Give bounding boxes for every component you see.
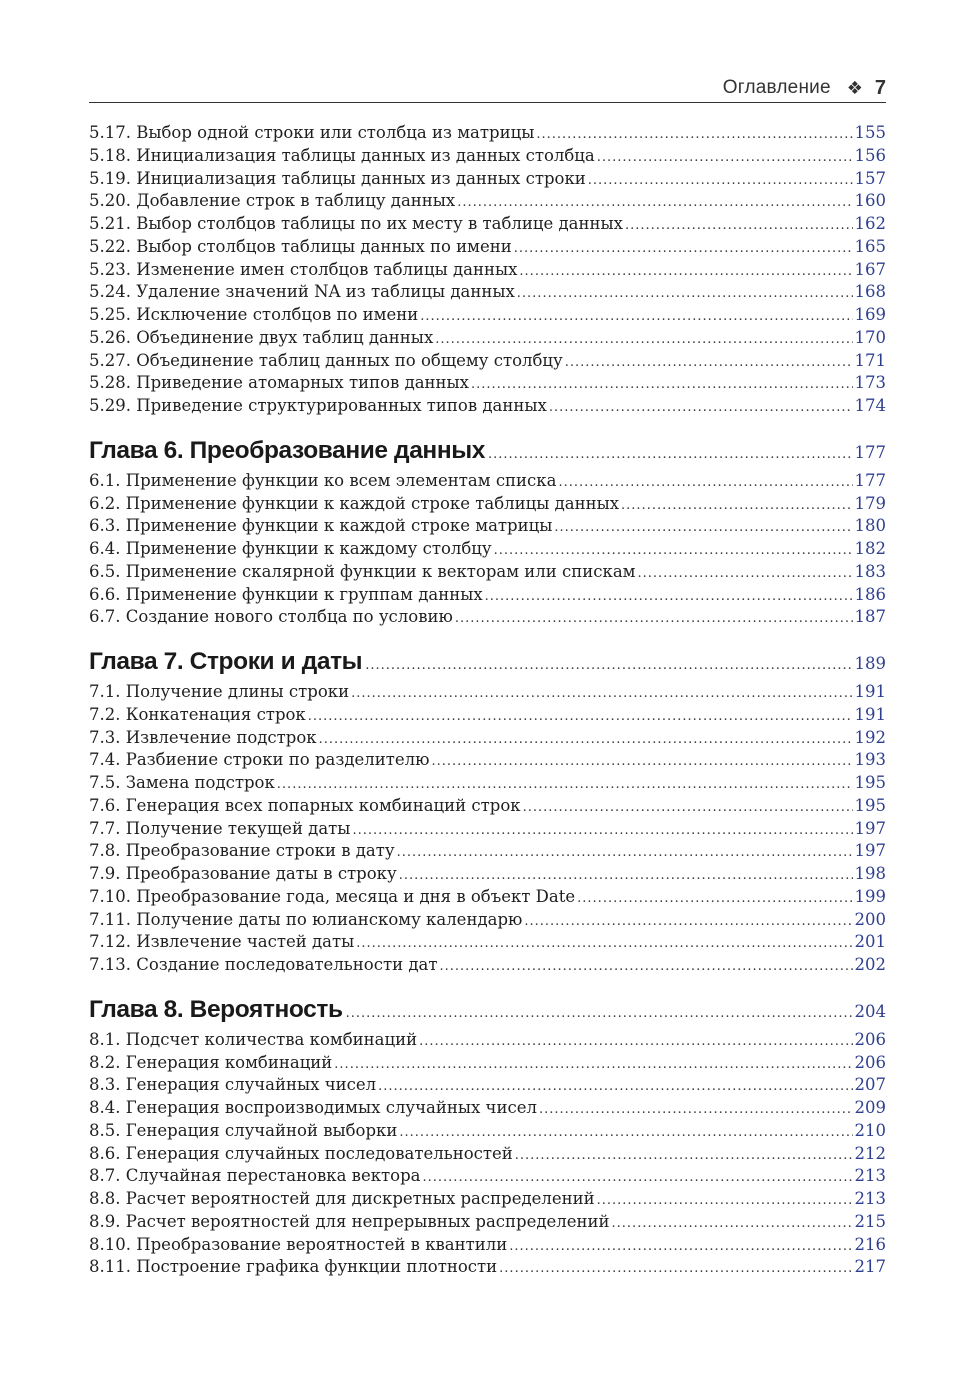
chapter-7-heading[interactable]	[89, 643, 886, 681]
toc-entry-title: 5.22. Выбор столбцов таблицы данных по имени	[89, 236, 512, 256]
dot-leader	[621, 495, 852, 518]
dot-leader	[277, 774, 853, 797]
toc-entry-page: 155	[854, 123, 886, 142]
toc-entry[interactable]	[89, 168, 886, 191]
running-header	[89, 74, 886, 103]
chapter-page: 177	[854, 442, 886, 462]
dot-leader	[514, 238, 853, 261]
toc-entry-page: 179	[854, 493, 886, 513]
toc-entry-title: 8.7. Случайная перестановка вектора	[89, 1166, 421, 1186]
dot-leader	[558, 472, 852, 495]
chapter-page: 204	[854, 1001, 886, 1021]
toc-entry-title: 6.1. Применение функции ко всем элементам списка	[89, 470, 557, 490]
toc-entry-page: 173	[854, 373, 886, 393]
toc-entry-page: 177	[854, 470, 886, 490]
toc-entry[interactable]	[89, 281, 886, 304]
toc-entry[interactable]	[89, 863, 886, 886]
dot-leader	[597, 147, 853, 170]
toc-entry-page: 156	[854, 145, 886, 165]
dot-leader	[554, 517, 852, 540]
toc-entry-page: 217	[854, 1257, 886, 1277]
toc-entry-title: 7.13. Создание последовательности дат	[89, 955, 438, 974]
toc-entry-page: 206	[854, 1052, 886, 1072]
toc-entry-page: 191	[854, 704, 886, 724]
toc-entry[interactable]	[89, 1097, 886, 1120]
ornament-icon: ❖	[846, 77, 863, 99]
toc-entry-title: 5.17. Выбор одной строки или столбца из матрицы	[89, 123, 535, 142]
toc-entry[interactable]	[89, 749, 886, 772]
toc-entry-page: 199	[854, 886, 886, 906]
dot-leader	[519, 261, 852, 284]
toc-entry-title: 5.29. Приведение структурированных типов данных	[89, 396, 547, 415]
toc-entry-page: 195	[854, 795, 886, 815]
toc-entry[interactable]	[89, 350, 886, 373]
dot-leader	[588, 170, 853, 193]
dot-leader	[565, 352, 853, 375]
dot-leader	[378, 1076, 852, 1099]
toc-entry-title: 7.6. Генерация всех попарных комбинаций строк	[89, 795, 521, 815]
toc-entry-page: 206	[854, 1029, 886, 1049]
dot-leader	[515, 1145, 853, 1168]
toc-entry-title: 8.1. Подсчет количества комбинаций	[89, 1029, 418, 1049]
toc-entry[interactable]	[89, 259, 886, 282]
toc-entry-title: 5.27. Объединение таблиц данных по общему столбцу	[89, 350, 563, 370]
toc-entry-title: 7.3. Извлечение подстрок	[89, 727, 317, 747]
toc-entry[interactable]	[89, 606, 886, 629]
toc-entry[interactable]	[89, 470, 886, 493]
toc-entry[interactable]	[89, 954, 886, 977]
toc-entry[interactable]	[89, 1165, 886, 1188]
toc-entry-page: 202	[854, 955, 886, 974]
toc-entry-title: 7.7. Получение текущей даты	[89, 818, 351, 838]
dot-leader	[351, 683, 852, 706]
toc-entry-title: 8.5. Генерация случайной выборки	[89, 1120, 398, 1140]
toc-entry-page: 197	[854, 818, 886, 838]
toc-entry-page: 170	[854, 327, 886, 347]
section-5-entries	[89, 122, 886, 418]
toc-entry[interactable]	[89, 772, 886, 795]
toc-entry-page: 209	[854, 1098, 886, 1117]
dot-leader	[597, 1190, 853, 1213]
chapter-8-entries	[89, 1029, 886, 1279]
toc-entry-page: 186	[854, 584, 886, 604]
toc-entry-title: 8.9. Расчет вероятностей для непрерывных распределений	[89, 1211, 610, 1231]
toc-entry-title: 8.6. Генерация случайных последовательностей	[89, 1143, 513, 1163]
toc-entry-title: 6.4. Применение функции к каждому столбцу	[89, 539, 492, 558]
dot-leader	[549, 397, 853, 420]
toc-entry[interactable]	[89, 213, 886, 236]
toc-entry-page: 168	[854, 282, 886, 302]
dot-leader	[494, 540, 853, 563]
toc-entry-title: 5.18. Инициализация таблицы данных из данных столбца	[89, 145, 595, 165]
toc-entry[interactable]	[89, 818, 886, 841]
dot-leader	[509, 1236, 852, 1259]
toc-entry[interactable]	[89, 1029, 886, 1052]
toc-entry-title: 6.5. Применение скалярной функции к векторам или спискам	[89, 561, 636, 581]
dot-leader	[399, 865, 853, 888]
dot-leader	[419, 1031, 852, 1054]
dot-leader	[577, 888, 852, 911]
dot-leader	[319, 729, 853, 752]
dot-leader	[346, 995, 853, 1033]
dot-leader	[420, 306, 852, 329]
toc-entry[interactable]	[89, 727, 886, 750]
toc-entry[interactable]	[89, 840, 886, 863]
chapter-title: Глава 7. Строки и даты	[89, 648, 363, 675]
toc-entry-page: 212	[854, 1143, 886, 1163]
dot-leader	[397, 842, 853, 865]
toc-entry-title: 5.19. Инициализация таблицы данных из данных строки	[89, 168, 586, 188]
toc-entry-title: 7.11. Получение даты по юлианскому календарю	[89, 909, 523, 929]
toc-entry-title: 6.3. Применение функции к каждой строке матрицы	[89, 516, 553, 536]
toc-entry-title: 8.8. Расчет вероятностей для дискретных распределений	[89, 1189, 595, 1208]
toc-entry[interactable]	[89, 561, 886, 584]
dot-leader	[432, 751, 853, 774]
toc-entry[interactable]	[89, 538, 886, 561]
dot-leader	[638, 563, 853, 586]
toc-entry[interactable]	[89, 515, 886, 538]
toc-entry-page: 195	[854, 773, 886, 792]
dot-leader	[485, 586, 853, 609]
toc-entry-title: 5.23. Изменение имен столбцов таблицы данных	[89, 259, 518, 279]
chapter-8-heading[interactable]	[89, 991, 886, 1029]
toc-entry-title: 6.6. Применение функции к группам данных	[89, 584, 483, 604]
toc-entry-title: 7.1. Получение длины строки	[89, 682, 350, 701]
toc-entry-page: 160	[854, 191, 886, 211]
dot-leader	[488, 436, 853, 474]
toc-entry[interactable]	[89, 704, 886, 727]
toc-entry-page: 213	[854, 1189, 886, 1208]
toc-entry-page: 162	[854, 214, 886, 233]
toc-entry[interactable]	[89, 1120, 886, 1143]
toc-entry-page: 201	[854, 932, 886, 952]
toc-entry[interactable]	[89, 122, 886, 145]
toc-entry-page: 169	[854, 305, 886, 324]
toc-entry-page: 193	[854, 750, 886, 770]
toc-entry[interactable]	[89, 1143, 886, 1166]
dot-leader	[439, 956, 852, 979]
toc-entry[interactable]	[89, 493, 886, 516]
toc-entry[interactable]	[89, 681, 886, 704]
dot-leader	[625, 215, 853, 238]
dot-leader	[457, 192, 852, 215]
chapter-6-entries	[89, 470, 886, 629]
toc-entry-title: 5.21. Выбор столбцов таблицы по их месту в таблице данных	[89, 214, 623, 233]
dot-leader	[435, 329, 852, 352]
toc-entry-page: 213	[854, 1166, 886, 1186]
toc-entry[interactable]	[89, 795, 886, 818]
toc-entry-title: 7.2. Конкатенация строк	[89, 704, 306, 724]
toc-entry-page: 157	[854, 168, 886, 188]
toc-entry[interactable]	[89, 1052, 886, 1075]
toc-entry[interactable]	[89, 304, 886, 327]
toc-entry-title: 5.20. Добавление строк в таблицу данных	[89, 191, 456, 211]
dot-leader	[423, 1167, 853, 1190]
dot-leader	[499, 1258, 852, 1281]
dot-leader	[471, 374, 853, 397]
toc-entry-title: 8.11. Построение графика функции плотности	[89, 1257, 498, 1277]
dot-leader	[356, 933, 852, 956]
toc-entry[interactable]	[89, 931, 886, 954]
toc-entry-title: 6.2. Применение функции к каждой строке таблицы данных	[89, 493, 620, 513]
toc-entry-title: 8.10. Преобразование вероятностей в квантили	[89, 1234, 508, 1254]
toc-entry-title: 7.8. Преобразование строки в дату	[89, 841, 395, 861]
toc-entry-page: 198	[854, 864, 886, 883]
page-number: 7	[874, 76, 886, 99]
toc-entry-title: 7.12. Извлечение частей даты	[89, 932, 355, 952]
toc-entry-page: 197	[854, 841, 886, 861]
dot-leader	[308, 706, 853, 729]
toc-entry-title: 7.10. Преобразование года, месяца и дня в объект Date	[89, 886, 576, 906]
toc-entry[interactable]	[89, 236, 886, 259]
running-header-title: Оглавление	[722, 77, 831, 98]
toc-entry-page: 215	[854, 1211, 886, 1231]
dot-leader	[365, 647, 852, 685]
toc-entry-page: 187	[854, 607, 886, 627]
toc-entry-title: 6.7. Создание нового столбца по условию	[89, 607, 453, 627]
chapter-page: 189	[854, 654, 886, 673]
chapter-7-entries	[89, 681, 886, 977]
toc-entry[interactable]	[89, 1256, 886, 1279]
dot-leader	[539, 1099, 853, 1122]
dot-leader	[612, 1213, 853, 1236]
dot-leader	[455, 608, 853, 631]
toc-entry[interactable]	[89, 372, 886, 395]
toc-entry[interactable]	[89, 1234, 886, 1257]
dot-leader	[334, 1054, 852, 1077]
toc-entry-page: 182	[854, 539, 886, 558]
toc-entry-page: 191	[854, 682, 886, 701]
toc-entry[interactable]	[89, 584, 886, 607]
toc-entry-page: 210	[854, 1120, 886, 1140]
chapter-title: Глава 8. Вероятность	[89, 995, 343, 1023]
dot-leader	[517, 283, 853, 306]
toc-entry[interactable]	[89, 886, 886, 909]
toc-entry-page: 171	[854, 350, 886, 370]
dot-leader	[399, 1122, 852, 1145]
toc-entry-title: 5.25. Исключение столбцов по имени	[89, 305, 419, 324]
toc-entry-page: 165	[854, 236, 886, 256]
toc-entry[interactable]	[89, 145, 886, 168]
toc-entry-page: 200	[854, 909, 886, 929]
toc-entry[interactable]	[89, 909, 886, 932]
toc-entry-page: 183	[854, 561, 886, 581]
toc-entry-title: 7.5. Замена подстрок	[89, 773, 275, 792]
toc-entry[interactable]	[89, 190, 886, 213]
toc-entry-title: 8.4. Генерация воспроизводимых случайных чисел	[89, 1098, 537, 1117]
toc-entry[interactable]	[89, 1188, 886, 1211]
toc-entry-title: 5.24. Удаление значений NA из таблицы данных	[89, 282, 515, 302]
toc-entry[interactable]	[89, 1211, 886, 1234]
toc-entry-title: 7.9. Преобразование даты в строку	[89, 864, 397, 883]
toc-entry-page: 207	[854, 1075, 886, 1095]
dot-leader	[523, 797, 853, 820]
toc-entry-title: 5.26. Объединение двух таблиц данных	[89, 327, 434, 347]
dot-leader	[536, 124, 852, 147]
toc-entry[interactable]	[89, 327, 886, 350]
toc-entry-page: 167	[854, 259, 886, 279]
toc-entry-page: 192	[854, 727, 886, 747]
toc-entry-page: 216	[854, 1234, 886, 1254]
toc-entry[interactable]	[89, 1074, 886, 1097]
toc-entry-page: 174	[854, 396, 886, 415]
table-of-contents	[89, 122, 886, 1279]
chapter-6-heading[interactable]	[89, 432, 886, 470]
toc-entry-title: 7.4. Разбиение строки по разделителю	[89, 750, 430, 770]
dot-leader	[524, 911, 852, 934]
chapter-title: Глава 6. Преобразование данных	[89, 436, 485, 464]
toc-entry-title: 8.2. Генерация комбинаций	[89, 1052, 333, 1072]
toc-entry-page: 180	[854, 516, 886, 536]
toc-entry-title: 8.3. Генерация случайных чисел	[89, 1075, 377, 1095]
dot-leader	[352, 820, 852, 843]
toc-entry-title: 5.28. Приведение атомарных типов данных	[89, 373, 469, 393]
toc-entry[interactable]	[89, 395, 886, 418]
